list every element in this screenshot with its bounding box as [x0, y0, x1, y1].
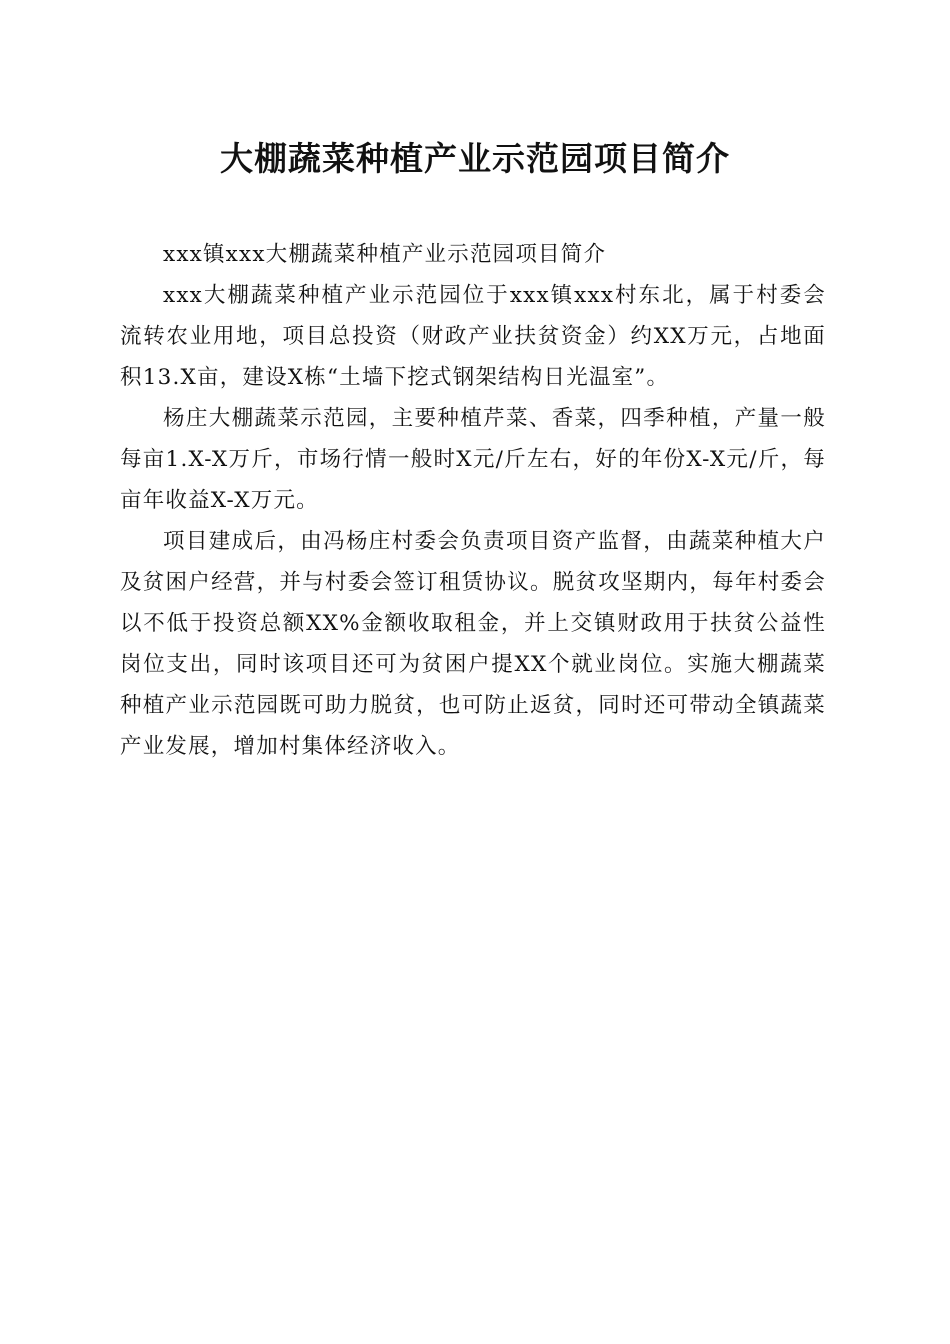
document-title: 大棚蔬菜种植产业示范园项目简介 [220, 139, 730, 178]
paragraph-location: xxx大棚蔬菜种植产业示范园位于xxx镇xxx村东北，属于村委会流转农业用地，项目总投资（财政产业扶贫资金）约XX万元，占地面积13.X亩，建设X栋“土墙下挖式钢架结构日光温室”。 [120, 283, 826, 390]
paragraph-subtitle: xxx镇xxx大棚蔬菜种植产业示范园项目简介 [163, 242, 607, 267]
document-body [120, 234, 826, 767]
paragraph-management: 项目建成后，由冯杨庄村委会负责项目资产监督，由蔬菜种植大户及贫困户经营，并与村委会签订租赁协议。脱贫攻坚期内，每年村委会以不低于投资总额XX%金额收取租金，并上交镇财政用于扶贫公益性岗位支出，同时该项目还可为贫困户提XX个就业岗位。实施大棚蔬菜种植产业示范园既可助力脱贫，也可防止返贫，同时还可带动全镇蔬菜产业发展，增加村集体经济收入。 [120, 529, 826, 759]
paragraph-planting: 杨庄大棚蔬菜示范园，主要种植芹菜、香菜，四季种植，产量一般每亩1.X-X万斤，市场行情一般时X元/斤左右，好的年份X-X元/斤，每亩年收益X-X万元。 [120, 406, 826, 513]
